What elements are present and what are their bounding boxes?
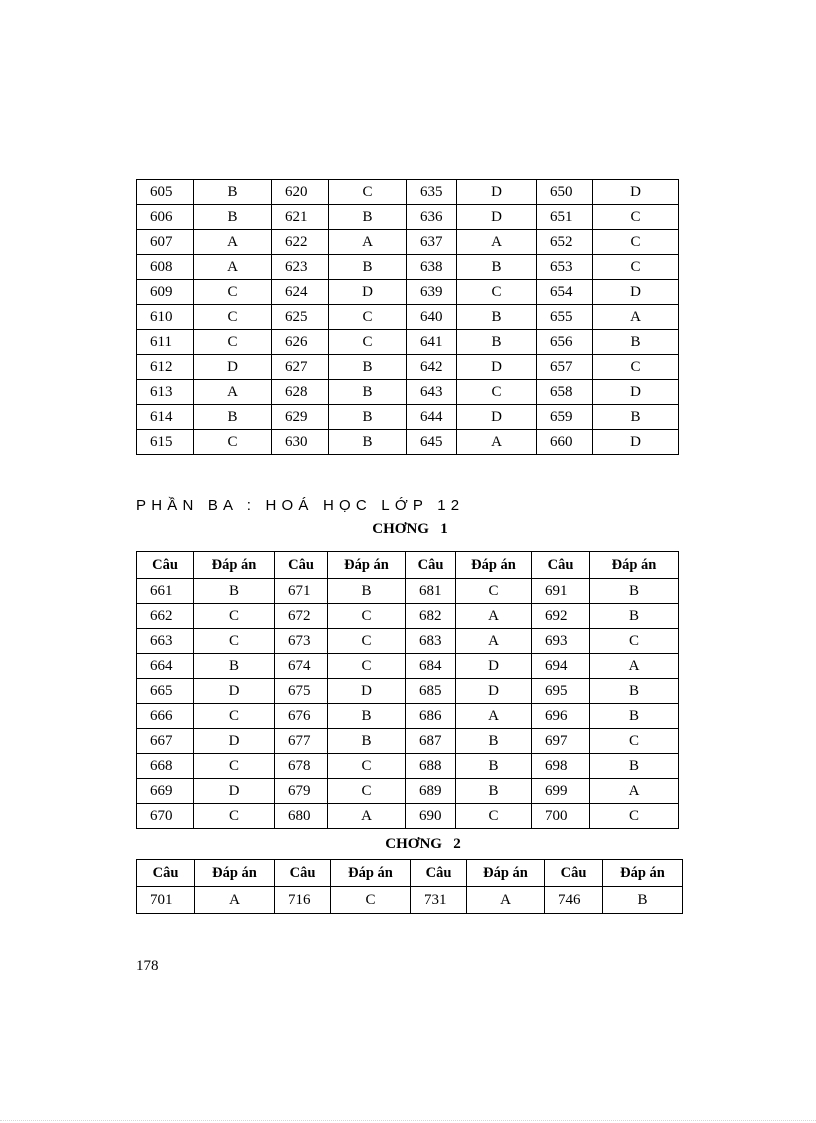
question-number: 627 xyxy=(272,355,329,380)
answer-letter: C xyxy=(590,804,679,829)
header-cau: Câu xyxy=(275,860,331,887)
table-row xyxy=(137,430,679,455)
answer-letter: B xyxy=(603,887,683,914)
question-number: 663 xyxy=(137,629,194,654)
answer-letter: B xyxy=(593,405,679,430)
table-row xyxy=(137,754,679,779)
question-number: 630 xyxy=(272,430,329,455)
question-number: 677 xyxy=(275,729,328,754)
question-number: 681 xyxy=(406,579,456,604)
table-header-row xyxy=(137,552,679,579)
header-dap-an: Đáp án xyxy=(331,860,411,887)
answer-letter: D xyxy=(593,430,679,455)
table-row xyxy=(137,355,679,380)
question-number: 642 xyxy=(407,355,457,380)
answer-letter: B xyxy=(194,205,272,230)
question-number: 670 xyxy=(137,804,194,829)
question-number: 675 xyxy=(275,679,328,704)
answer-letter: C xyxy=(194,330,272,355)
question-number: 695 xyxy=(532,679,590,704)
header-cau: Câu xyxy=(137,860,195,887)
part-title: PHẦN BA : HOÁ HỌC LỚP 12 xyxy=(136,497,465,514)
question-number: 609 xyxy=(137,280,194,305)
table-row xyxy=(137,255,679,280)
answer-letter: A xyxy=(194,230,272,255)
question-number: 614 xyxy=(137,405,194,430)
question-number: 662 xyxy=(137,604,194,629)
answer-letter: C xyxy=(331,887,411,914)
page-bottom-rule xyxy=(0,1120,816,1121)
answer-letter: B xyxy=(457,305,537,330)
answer-letter: A xyxy=(194,255,272,280)
answer-letter: D xyxy=(194,355,272,380)
answer-letter: C xyxy=(593,230,679,255)
answer-letter: D xyxy=(194,779,275,804)
answer-letter: D xyxy=(457,355,537,380)
answer-letter: B xyxy=(593,330,679,355)
chapter-2-title: CHƠNG 2 xyxy=(385,836,461,852)
question-number: 691 xyxy=(532,579,590,604)
question-number: 608 xyxy=(137,255,194,280)
question-number: 668 xyxy=(137,754,194,779)
header-dap-an: Đáp án xyxy=(590,552,679,579)
question-number: 611 xyxy=(137,330,194,355)
question-number: 653 xyxy=(537,255,593,280)
table-row xyxy=(137,305,679,330)
answer-letter: C xyxy=(328,604,406,629)
question-number: 688 xyxy=(406,754,456,779)
header-dap-an: Đáp án xyxy=(467,860,545,887)
question-number: 657 xyxy=(537,355,593,380)
question-number: 687 xyxy=(406,729,456,754)
question-number: 644 xyxy=(407,405,457,430)
table-row xyxy=(137,405,679,430)
question-number: 699 xyxy=(532,779,590,804)
answer-letter: C xyxy=(194,430,272,455)
answer-letter: C xyxy=(329,305,407,330)
answer-letter: B xyxy=(328,729,406,754)
answer-letter: A xyxy=(328,804,406,829)
header-cau: Câu xyxy=(545,860,603,887)
answer-letter: D xyxy=(593,380,679,405)
question-number: 635 xyxy=(407,180,457,205)
answer-letter: C xyxy=(457,380,537,405)
table-header-row xyxy=(137,860,683,887)
page-number: 178 xyxy=(136,958,159,974)
answer-letter: C xyxy=(590,629,679,654)
table-row xyxy=(137,180,679,205)
question-number: 639 xyxy=(407,280,457,305)
header-cau: Câu xyxy=(137,552,194,579)
table-row xyxy=(137,729,679,754)
question-number: 613 xyxy=(137,380,194,405)
table-row xyxy=(137,804,679,829)
answer-letter: A xyxy=(195,887,275,914)
question-number: 659 xyxy=(537,405,593,430)
header-cau: Câu xyxy=(275,552,328,579)
answer-table-605-660 xyxy=(136,179,679,455)
question-number: 624 xyxy=(272,280,329,305)
answer-letter: D xyxy=(456,654,532,679)
question-number: 628 xyxy=(272,380,329,405)
question-number: 673 xyxy=(275,629,328,654)
answer-letter: D xyxy=(329,280,407,305)
question-number: 651 xyxy=(537,205,593,230)
answer-letter: B xyxy=(457,255,537,280)
table-row xyxy=(137,679,679,704)
header-cau: Câu xyxy=(406,552,456,579)
table-row xyxy=(137,604,679,629)
question-number: 669 xyxy=(137,779,194,804)
answer-letter: D xyxy=(457,205,537,230)
table-row xyxy=(137,887,683,914)
question-number: 665 xyxy=(137,679,194,704)
question-number: 716 xyxy=(275,887,331,914)
answer-letter: C xyxy=(194,804,275,829)
question-number: 676 xyxy=(275,704,328,729)
table-row xyxy=(137,330,679,355)
answer-letter: D xyxy=(593,180,679,205)
answer-letter: B xyxy=(590,679,679,704)
answer-letter: C xyxy=(194,629,275,654)
answer-letter: A xyxy=(593,305,679,330)
answer-letter: B xyxy=(456,729,532,754)
answer-letter: A xyxy=(329,230,407,255)
question-number: 666 xyxy=(137,704,194,729)
question-number: 694 xyxy=(532,654,590,679)
header-dap-an: Đáp án xyxy=(603,860,683,887)
header-cau: Câu xyxy=(532,552,590,579)
question-number: 697 xyxy=(532,729,590,754)
question-number: 607 xyxy=(137,230,194,255)
answer-letter: C xyxy=(329,180,407,205)
question-number: 652 xyxy=(537,230,593,255)
question-number: 690 xyxy=(406,804,456,829)
answer-letter: B xyxy=(590,754,679,779)
question-number: 641 xyxy=(407,330,457,355)
answer-letter: B xyxy=(457,330,537,355)
question-number: 621 xyxy=(272,205,329,230)
answer-letter: A xyxy=(457,230,537,255)
question-number: 655 xyxy=(537,305,593,330)
answer-letter: B xyxy=(329,380,407,405)
question-number: 689 xyxy=(406,779,456,804)
question-number: 606 xyxy=(137,205,194,230)
question-number: 700 xyxy=(532,804,590,829)
table-row xyxy=(137,579,679,604)
question-number: 660 xyxy=(537,430,593,455)
question-number: 620 xyxy=(272,180,329,205)
question-number: 622 xyxy=(272,230,329,255)
answer-letter: C xyxy=(593,205,679,230)
answer-letter: B xyxy=(329,255,407,280)
answer-letter: C xyxy=(590,729,679,754)
answer-letter: C xyxy=(456,579,532,604)
answer-letter: B xyxy=(329,405,407,430)
answer-letter: B xyxy=(456,779,532,804)
answer-letter: B xyxy=(194,405,272,430)
question-number: 686 xyxy=(406,704,456,729)
question-number: 671 xyxy=(275,579,328,604)
table-row xyxy=(137,779,679,804)
answer-letter: A xyxy=(467,887,545,914)
answer-letter: A xyxy=(590,779,679,804)
answer-letter: D xyxy=(457,180,537,205)
question-number: 637 xyxy=(407,230,457,255)
answer-letter: C xyxy=(593,255,679,280)
question-number: 612 xyxy=(137,355,194,380)
question-number: 701 xyxy=(137,887,195,914)
question-number: 623 xyxy=(272,255,329,280)
header-dap-an: Đáp án xyxy=(195,860,275,887)
question-number: 684 xyxy=(406,654,456,679)
answer-letter: B xyxy=(329,355,407,380)
question-number: 605 xyxy=(137,180,194,205)
answer-letter: D xyxy=(456,679,532,704)
question-number: 626 xyxy=(272,330,329,355)
answer-letter: B xyxy=(329,205,407,230)
answer-letter: B xyxy=(328,579,406,604)
table-row xyxy=(137,629,679,654)
question-number: 746 xyxy=(545,887,603,914)
question-number: 692 xyxy=(532,604,590,629)
question-number: 693 xyxy=(532,629,590,654)
question-number: 640 xyxy=(407,305,457,330)
question-number: 674 xyxy=(275,654,328,679)
answer-letter: D xyxy=(194,729,275,754)
answer-letter: C xyxy=(194,704,275,729)
question-number: 610 xyxy=(137,305,194,330)
answer-letter: A xyxy=(590,654,679,679)
question-number: 680 xyxy=(275,804,328,829)
answer-letter: B xyxy=(194,654,275,679)
answer-letter: C xyxy=(457,280,537,305)
question-number: 654 xyxy=(537,280,593,305)
answer-letter: C xyxy=(194,754,275,779)
answer-letter: B xyxy=(194,579,275,604)
answer-table-chapter-1 xyxy=(136,551,679,829)
answer-letter: B xyxy=(456,754,532,779)
answer-letter: B xyxy=(590,579,679,604)
question-number: 625 xyxy=(272,305,329,330)
question-number: 682 xyxy=(406,604,456,629)
answer-letter: C xyxy=(329,330,407,355)
header-dap-an: Đáp án xyxy=(194,552,275,579)
question-number: 664 xyxy=(137,654,194,679)
answer-letter: A xyxy=(456,629,532,654)
answer-letter: C xyxy=(456,804,532,829)
answer-letter: C xyxy=(328,754,406,779)
answer-letter: C xyxy=(328,779,406,804)
question-number: 643 xyxy=(407,380,457,405)
answer-letter: C xyxy=(593,355,679,380)
question-number: 731 xyxy=(411,887,467,914)
question-number: 661 xyxy=(137,579,194,604)
answer-letter: D xyxy=(328,679,406,704)
question-number: 650 xyxy=(537,180,593,205)
table-row xyxy=(137,380,679,405)
question-number: 658 xyxy=(537,380,593,405)
answer-letter: B xyxy=(194,180,272,205)
chapter-1-title: CHƠNG 1 xyxy=(372,521,448,537)
answer-letter: A xyxy=(457,430,537,455)
question-number: 656 xyxy=(537,330,593,355)
answer-letter: B xyxy=(590,604,679,629)
answer-letter: B xyxy=(329,430,407,455)
question-number: 683 xyxy=(406,629,456,654)
question-number: 698 xyxy=(532,754,590,779)
table-row xyxy=(137,704,679,729)
answer-letter: C xyxy=(194,280,272,305)
question-number: 636 xyxy=(407,205,457,230)
table-row xyxy=(137,230,679,255)
question-number: 667 xyxy=(137,729,194,754)
answer-letter: D xyxy=(593,280,679,305)
answer-letter: C xyxy=(194,604,275,629)
question-number: 638 xyxy=(407,255,457,280)
question-number: 629 xyxy=(272,405,329,430)
table-row xyxy=(137,280,679,305)
answer-letter: A xyxy=(456,604,532,629)
answer-letter: D xyxy=(194,679,275,704)
answer-table-chapter-2 xyxy=(136,859,683,914)
question-number: 678 xyxy=(275,754,328,779)
question-number: 672 xyxy=(275,604,328,629)
answer-letter: C xyxy=(328,654,406,679)
answer-letter: D xyxy=(457,405,537,430)
answer-letter: C xyxy=(328,629,406,654)
question-number: 696 xyxy=(532,704,590,729)
table-row xyxy=(137,654,679,679)
answer-letter: A xyxy=(456,704,532,729)
header-dap-an: Đáp án xyxy=(328,552,406,579)
answer-letter: C xyxy=(194,305,272,330)
header-dap-an: Đáp án xyxy=(456,552,532,579)
question-number: 645 xyxy=(407,430,457,455)
header-cau: Câu xyxy=(411,860,467,887)
answer-letter: A xyxy=(194,380,272,405)
question-number: 615 xyxy=(137,430,194,455)
question-number: 679 xyxy=(275,779,328,804)
table-row xyxy=(137,205,679,230)
question-number: 685 xyxy=(406,679,456,704)
answer-letter: B xyxy=(328,704,406,729)
answer-letter: B xyxy=(590,704,679,729)
